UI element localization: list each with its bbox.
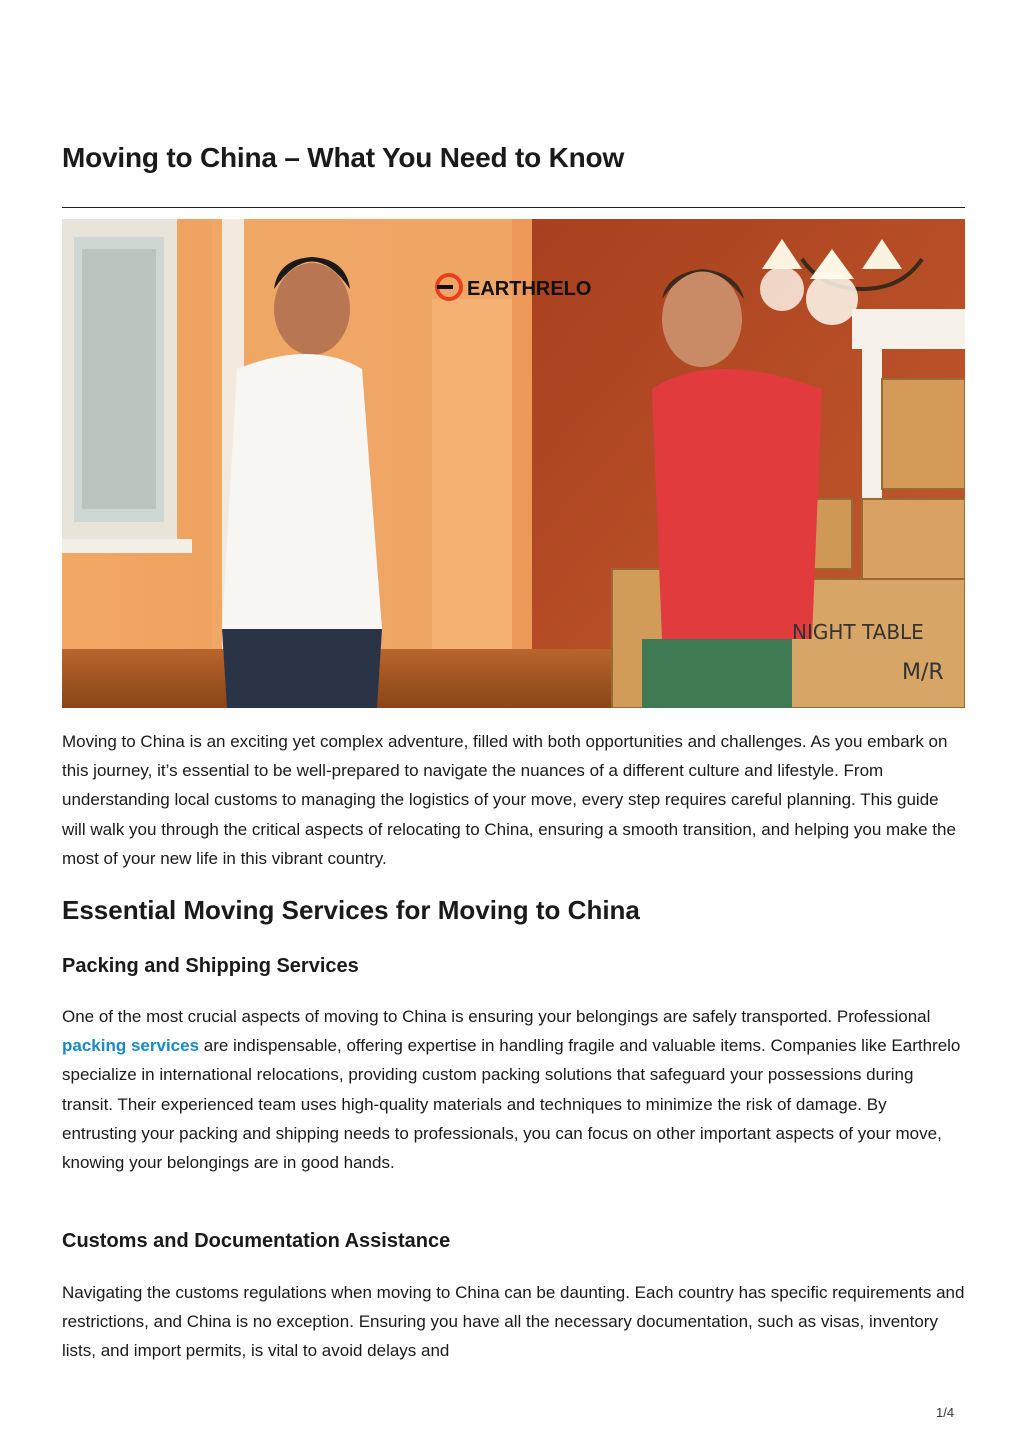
article-title: Moving to China – What You Need to Know xyxy=(62,142,625,173)
title-divider xyxy=(62,207,965,208)
packing-text-end: are indispensable, offering expertise in handling fragile and valuable items. Companies like Earthrelo specialize in international relocations, providing custom packing solutions that safeguard your possessions during transit. Their experienced team uses high-quality materials and techniques to minimize the risk of damage. By entrusting your packing and shipping needs to professionals, you can focus on other important aspects of your move, knowing your belongings are in good hands. xyxy=(62,1036,961,1173)
intro-paragraph: Moving to China is an exciting yet complex adventure, filled with both opportunities and challenges. As you embark on this journey, it’s essential to be well-prepared to navigate the nuances of a different culture and lifestyle. From understanding local customs to managing the logistics of your move, every step requires careful planning. This guide will walk you through the critical aspects of relocating to China, ensuring a smooth transition, and helping you make the most of your new life in this vibrant country. xyxy=(62,732,956,868)
page-number: 1/4 xyxy=(936,1405,955,1420)
packing-text-start: One of the most crucial aspects of moving to China is ensuring your belongings are safely transported. Professional xyxy=(62,1007,931,1026)
box-label-2: M/R xyxy=(902,660,944,685)
hero-logo-text: EARTHRELO xyxy=(467,278,592,300)
packing-paragraph xyxy=(62,1002,965,1177)
customs-paragraph: Navigating the customs regulations when moving to China can be daunting. Each country has specific requirements and restrictions, and China is no exception. Ensuring you have all the necessary documentation, such as visas, inventory lists, and import permits, is vital to avoid delays and xyxy=(62,1283,965,1361)
hero-image xyxy=(62,219,965,708)
subheading-customs: Customs and Documentation Assistance xyxy=(62,1230,451,1252)
box-label-1: NIGHT TABLE xyxy=(792,620,924,644)
section-heading: Essential Moving Services for Moving to China xyxy=(62,895,640,925)
packing-services-link[interactable]: packing services xyxy=(62,1036,200,1056)
subheading-packing: Packing and Shipping Services xyxy=(62,955,359,977)
